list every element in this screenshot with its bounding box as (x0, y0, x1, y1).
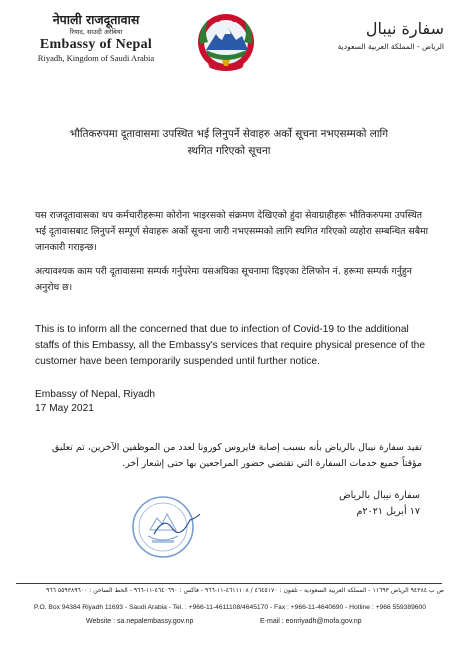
footer-divider (16, 583, 442, 584)
nepal-emblem-icon (194, 10, 258, 74)
handwritten-signature-icon (150, 510, 202, 540)
signature-block (35, 388, 155, 416)
arabic-signature-embassy: سفارة نيبال بالرياض (339, 490, 420, 501)
letterhead-arabic-subtitle: الرياض - المملكة العربية السعودية (337, 42, 444, 51)
signature-embassy: Embassy of Nepal, Riyadh (35, 389, 156, 400)
arabic-signature-date: ١٧ أبريل ٢٠٢١م (356, 506, 420, 517)
footer-email: E-mail : eonriyadh@mofa.gov.np (260, 618, 362, 625)
letterhead-left (16, 12, 176, 64)
notice-title (40, 126, 418, 160)
arabic-paragraph: تفيد سفارة نيبال بالرياض بأنه بسبب إصابة فايروس كورونا لعدد من الموظفين الآخرين، تم تعليق مؤقتاً جميع خدمات السفارة التي تقتضي حضور المراجعين بها حتى إشعار آخر. (52, 442, 422, 469)
footer-website: Website : sa.nepalembassy.gov.np (86, 618, 194, 625)
nepali-paragraph-1: यस राजदूतावासका थप कर्मचारीहरूमा कोरोना भाइरसको संक्रमण देखिएको हुंदा सेवाग्राहीहरू भौतिकरुपमा उपस्थित भई दूतावासबाट लिनुपर्ने सम्पूर्ण सेवाहरू अर्को सूचना जारी नभएसम्मको लागि स्थगित गरिएको व्यहोरा सम्बन्धित सबैमा जानकारी गराइन्छ। (35, 210, 428, 253)
letterhead-english-subtitle: Riyadh, Kingdom of Saudi Arabia (37, 53, 155, 63)
letterhead-english-title: Embassy of Nepal (39, 37, 153, 52)
arabic-signature-block (220, 488, 420, 520)
english-paragraph: This is to inform all the concerned that due to infection of Covid-19 to the additional staffs of this Embassy, all the Embassy's services that require physical presence of the customer have been temporarily suspended until further notice. (35, 324, 425, 367)
notice-title-line-2: स्थगित गरिएको सूचना (187, 145, 271, 157)
letterhead-right (284, 18, 444, 53)
footer-arabic-contact: ص ب ٩٤٣٨٤ الرياض ١١٦٩٣ - المملكة العربية السعودية - تلفون : ٤٦٤٥١٧٠ / ٤٦١١١٠٨-١١-٩٦٦ - فاكس : ٤٦٤٠٦٩٠-١١-٩٦٦ - الخط الساخن : ٥٥٩٣٨٩٦٠٠ ٩٦٦ (46, 587, 444, 594)
footer-english-contact: P.O. Box 94384 Riyadh 11693 - Saudi Arabia - Tel. : +966-11-4611108/4645170 - Fax : +966-11-4640690 - Hotline : +966 559389600 (34, 604, 426, 611)
letterhead-arabic-title: سفارة نيبال (365, 19, 444, 38)
notice-title-line-1: भौतिकरुपमा दूतावासमा उपस्थित भई लिनुपर्ने सेवाहरु अर्को सूचना नभएसम्मको लागि (69, 128, 389, 140)
letterhead-nepali-subtitle: रियाद, साउदी अरेबिया (69, 28, 123, 36)
signature-date: 17 May 2021 (35, 403, 94, 414)
letterhead-nepali-title: नेपाली राजदूतावास (52, 12, 140, 27)
nepali-paragraph-2: अत्यावश्यक काम परी दूतावासमा सम्पर्क गर्नुपरेमा यसअघिका सूचनामा दिइएका टेलिफोन नं. हरूमा सम्पर्क गर्नुहुन अनुरोध छ। (35, 266, 412, 293)
